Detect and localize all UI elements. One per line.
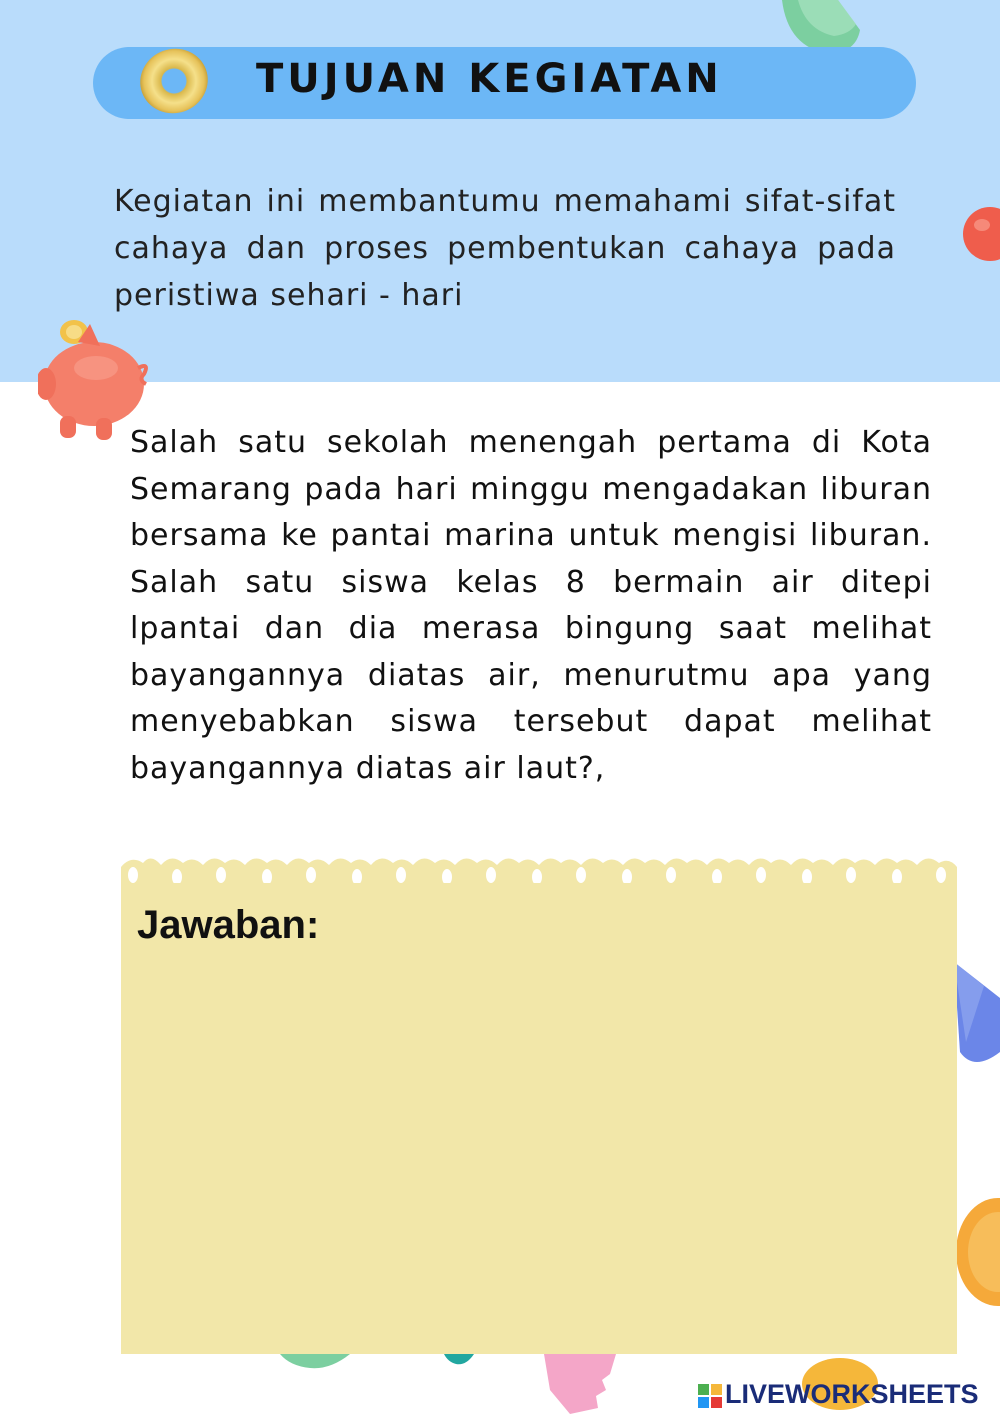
teal-drop-icon [444,1354,474,1366]
intro-paragraph: Kegiatan ini membantumu memahami sifat-sifat cahaya dan proses pembentukan cahaya pada peristiwa sehari - hari [114,184,896,313]
answer-note-body[interactable] [121,883,957,1354]
answer-area[interactable] [121,853,957,1354]
question-paragraph: Salah satu sekolah menengah pertama di Kota Semarang pada hari minggu mengadakan liburan bersama ke pantai marina untuk mengisi liburan. Salah satu siswa kelas 8 bermain air ditepi lpantai dan dia merasa bingung saat melihat bayangannya diatas air, menurutmu apa yang menyebabkan siswa tersebut dapat melihat bayangannya diatas air laut?, [130,425,932,786]
blue-cone-icon [954,962,1000,1066]
green-drop-icon [280,1354,350,1370]
orange-coin-icon [954,1196,1000,1308]
answer-label: Jawaban: [137,903,320,947]
red-sphere-icon [962,205,1000,263]
liveworksheets-watermark [698,1378,979,1410]
page-title: TUJUAN KEGIATAN [256,56,723,102]
watermark-text: LIVEWORKSHEETS [725,1379,979,1409]
liveworksheets-logo-icon [698,1384,722,1408]
pink-shape-icon [540,1354,620,1414]
